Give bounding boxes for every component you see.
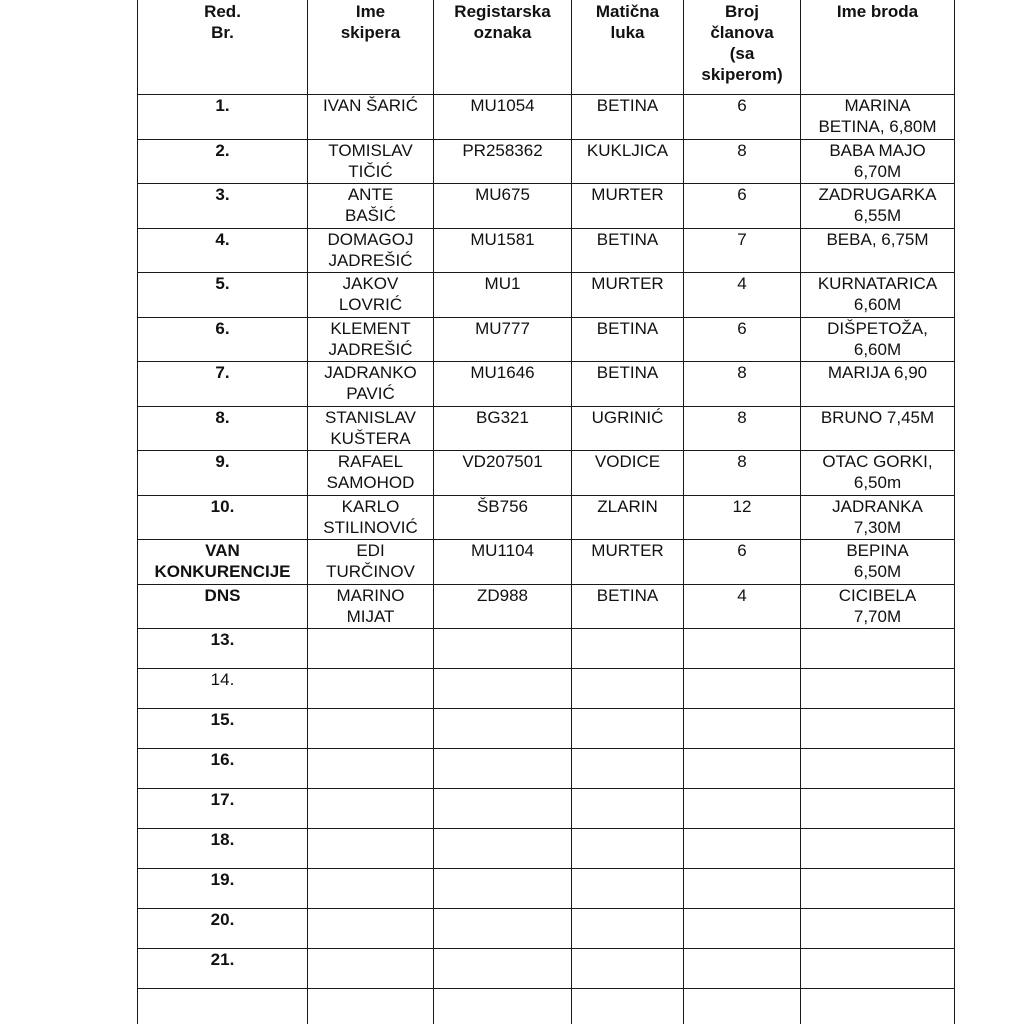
cell-boat: CICIBELA 7,70M	[801, 584, 955, 629]
cell-crew	[684, 989, 801, 1024]
cell-skipper: JADRANKO PAVIĆ	[308, 362, 434, 407]
header-ime-broda: Ime broda	[801, 0, 955, 95]
cell-red-br: 20.	[138, 909, 308, 949]
cell-red-br: DNS	[138, 584, 308, 629]
cell-red-br	[138, 989, 308, 1024]
cell-reg: MU1646	[434, 362, 572, 407]
table-row	[138, 273, 955, 318]
table-row	[138, 139, 955, 184]
cell-port: MURTER	[572, 540, 684, 585]
cell-boat: MARIJA 6,90	[801, 362, 955, 407]
table-row	[138, 540, 955, 585]
cell-port: ZLARIN	[572, 495, 684, 540]
cell-skipper	[308, 949, 434, 989]
cell-port: BETINA	[572, 228, 684, 273]
cell-port	[572, 749, 684, 789]
cell-boat: BABA MAJO 6,70M	[801, 139, 955, 184]
cell-port	[572, 629, 684, 669]
header-maticna-luka: Matična luka	[572, 0, 684, 95]
cell-reg	[434, 829, 572, 869]
table-row	[138, 406, 955, 451]
cell-crew: 12	[684, 495, 801, 540]
cell-crew: 4	[684, 273, 801, 318]
cell-port: MURTER	[572, 184, 684, 229]
cell-boat	[801, 989, 955, 1024]
cell-red-br: 2.	[138, 139, 308, 184]
header-broj-clanova: Broj članova (sa skiperom)	[684, 0, 801, 95]
table-row-empty	[138, 789, 955, 829]
cell-skipper: TOMISLAV TIČIĆ	[308, 139, 434, 184]
cell-skipper	[308, 669, 434, 709]
cell-skipper: IVAN ŠARIĆ	[308, 95, 434, 140]
cell-port	[572, 909, 684, 949]
table-row-empty	[138, 629, 955, 669]
cell-port	[572, 709, 684, 749]
cell-red-br: 16.	[138, 749, 308, 789]
cell-port: BETINA	[572, 317, 684, 362]
table-row	[138, 584, 955, 629]
cell-boat: JADRANKA 7,30M	[801, 495, 955, 540]
cell-red-br: 5.	[138, 273, 308, 318]
cell-crew	[684, 789, 801, 829]
cell-reg: ZD988	[434, 584, 572, 629]
cell-port: UGRINIĆ	[572, 406, 684, 451]
cell-port	[572, 869, 684, 909]
cell-crew: 8	[684, 362, 801, 407]
table-row-empty	[138, 869, 955, 909]
table-header-row	[138, 0, 955, 95]
cell-red-br: 6.	[138, 317, 308, 362]
table-row-empty	[138, 749, 955, 789]
cell-red-br: 17.	[138, 789, 308, 829]
cell-skipper: STANISLAV KUŠTERA	[308, 406, 434, 451]
cell-skipper	[308, 749, 434, 789]
cell-reg: MU1	[434, 273, 572, 318]
cell-skipper	[308, 909, 434, 949]
cell-crew: 8	[684, 139, 801, 184]
cell-boat	[801, 669, 955, 709]
cell-boat	[801, 749, 955, 789]
cell-skipper	[308, 709, 434, 749]
cell-skipper: EDI TURČINOV	[308, 540, 434, 585]
cell-boat	[801, 629, 955, 669]
cell-skipper: KLEMENT JADREŠIĆ	[308, 317, 434, 362]
cell-reg	[434, 789, 572, 829]
cell-red-br: 4.	[138, 228, 308, 273]
table-row-empty	[138, 709, 955, 749]
cell-red-br: 13.	[138, 629, 308, 669]
header-ime-skipera: Ime skipera	[308, 0, 434, 95]
cell-skipper: DOMAGOJ JADREŠIĆ	[308, 228, 434, 273]
cell-boat	[801, 829, 955, 869]
table-row	[138, 95, 955, 140]
cell-crew	[684, 709, 801, 749]
cell-port: VODICE	[572, 451, 684, 496]
table-row-empty	[138, 829, 955, 869]
cell-boat: DIŠPETOŽA, 6,60M	[801, 317, 955, 362]
table-row-blank	[138, 989, 955, 1024]
cell-skipper: KARLO STILINOVIĆ	[308, 495, 434, 540]
cell-reg	[434, 749, 572, 789]
cell-red-br: 15.	[138, 709, 308, 749]
cell-port: BETINA	[572, 95, 684, 140]
cell-skipper: ANTE BAŠIĆ	[308, 184, 434, 229]
cell-skipper	[308, 869, 434, 909]
cell-reg	[434, 629, 572, 669]
cell-boat: MARINA BETINA, 6,80M	[801, 95, 955, 140]
cell-reg: ŠB756	[434, 495, 572, 540]
cell-red-br: 1.	[138, 95, 308, 140]
cell-crew: 6	[684, 95, 801, 140]
cell-red-br: 3.	[138, 184, 308, 229]
cell-reg	[434, 869, 572, 909]
cell-crew	[684, 949, 801, 989]
cell-skipper: MARINO MIJAT	[308, 584, 434, 629]
cell-port	[572, 949, 684, 989]
cell-crew: 8	[684, 406, 801, 451]
cell-reg: MU1054	[434, 95, 572, 140]
cell-crew: 7	[684, 228, 801, 273]
cell-skipper	[308, 829, 434, 869]
cell-red-br: VAN KONKURENCIJE	[138, 540, 308, 585]
cell-skipper: JAKOV LOVRIĆ	[308, 273, 434, 318]
cell-port	[572, 829, 684, 869]
table-row	[138, 495, 955, 540]
cell-crew	[684, 629, 801, 669]
table-row	[138, 451, 955, 496]
cell-red-br: 14.	[138, 669, 308, 709]
cell-boat: ZADRUGARKA 6,55M	[801, 184, 955, 229]
table-row-empty	[138, 669, 955, 709]
cell-crew	[684, 669, 801, 709]
cell-skipper	[308, 989, 434, 1024]
table-row	[138, 362, 955, 407]
cell-reg	[434, 949, 572, 989]
cell-crew	[684, 829, 801, 869]
cell-skipper	[308, 629, 434, 669]
cell-crew: 6	[684, 317, 801, 362]
registration-table	[137, 0, 955, 1024]
header-red-br: Red. Br.	[138, 0, 308, 95]
cell-crew: 6	[684, 540, 801, 585]
cell-reg	[434, 989, 572, 1024]
cell-skipper	[308, 789, 434, 829]
cell-port	[572, 789, 684, 829]
cell-red-br: 21.	[138, 949, 308, 989]
cell-reg: MU1104	[434, 540, 572, 585]
cell-port	[572, 989, 684, 1024]
cell-reg: MU1581	[434, 228, 572, 273]
cell-red-br: 8.	[138, 406, 308, 451]
cell-boat	[801, 709, 955, 749]
cell-crew	[684, 909, 801, 949]
cell-skipper: RAFAEL SAMOHOD	[308, 451, 434, 496]
cell-crew: 4	[684, 584, 801, 629]
cell-port: MURTER	[572, 273, 684, 318]
cell-boat: BEBA, 6,75M	[801, 228, 955, 273]
cell-red-br: 18.	[138, 829, 308, 869]
cell-boat: OTAC GORKI, 6,50m	[801, 451, 955, 496]
cell-boat	[801, 949, 955, 989]
cell-reg	[434, 709, 572, 749]
table-row	[138, 317, 955, 362]
cell-reg	[434, 909, 572, 949]
cell-reg: BG321	[434, 406, 572, 451]
cell-boat: BEPINA 6,50M	[801, 540, 955, 585]
cell-boat: BRUNO 7,45M	[801, 406, 955, 451]
table-row-empty	[138, 909, 955, 949]
cell-reg	[434, 669, 572, 709]
cell-reg: VD207501	[434, 451, 572, 496]
cell-reg: MU777	[434, 317, 572, 362]
table-row-empty	[138, 949, 955, 989]
cell-boat	[801, 909, 955, 949]
cell-port: BETINA	[572, 584, 684, 629]
cell-red-br: 10.	[138, 495, 308, 540]
table-row	[138, 228, 955, 273]
cell-boat	[801, 869, 955, 909]
cell-red-br: 7.	[138, 362, 308, 407]
table-row	[138, 184, 955, 229]
header-registarska-oznaka: Registarska oznaka	[434, 0, 572, 95]
cell-crew	[684, 869, 801, 909]
cell-red-br: 9.	[138, 451, 308, 496]
cell-port	[572, 669, 684, 709]
cell-reg: MU675	[434, 184, 572, 229]
cell-boat	[801, 789, 955, 829]
cell-port: KUKLJICA	[572, 139, 684, 184]
table-body	[138, 95, 955, 1024]
cell-port: BETINA	[572, 362, 684, 407]
cell-red-br: 19.	[138, 869, 308, 909]
cell-crew	[684, 749, 801, 789]
cell-crew: 6	[684, 184, 801, 229]
cell-reg: PR258362	[434, 139, 572, 184]
cell-boat: KURNATARICA 6,60M	[801, 273, 955, 318]
cell-crew: 8	[684, 451, 801, 496]
